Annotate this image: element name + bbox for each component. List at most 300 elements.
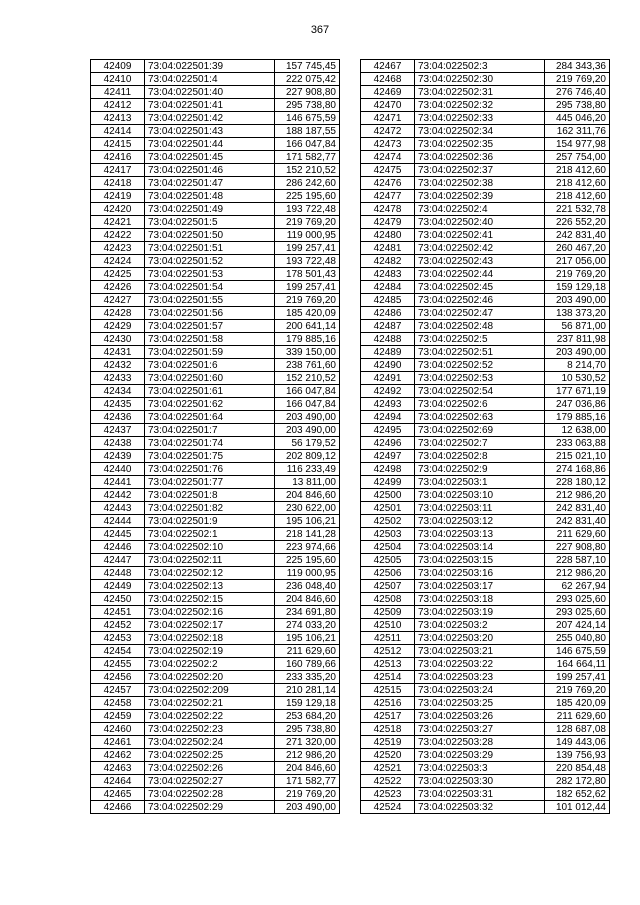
table-row [361,762,610,775]
cadastral-value: 159 129,18 [275,697,340,710]
row-number: 42518 [361,723,415,736]
table-row [91,125,340,138]
row-number: 42417 [91,164,145,177]
row-number: 42461 [91,736,145,749]
cadastral-value: 149 443,06 [545,736,610,749]
table-row [91,60,340,73]
cadastral-value: 286 242,60 [275,177,340,190]
row-number: 42521 [361,762,415,775]
cadastral-number: 73:04:022501:46 [145,164,275,177]
row-number: 42498 [361,463,415,476]
cadastral-number: 73:04:022502:23 [145,723,275,736]
cadastral-number: 73:04:022503:30 [415,775,545,788]
cadastral-value: 218 412,60 [545,164,610,177]
cadastral-number: 73:04:022503:32 [415,801,545,814]
row-number: 42433 [91,372,145,385]
cadastral-value: 253 684,20 [275,710,340,723]
table-row [361,151,610,164]
table-row [361,593,610,606]
cadastral-value: 293 025,60 [545,606,610,619]
cadastral-value: 226 552,20 [545,216,610,229]
cadastral-number: 73:04:022502:35 [415,138,545,151]
cadastral-number: 73:04:022502:16 [145,606,275,619]
table-row [361,164,610,177]
cadastral-number: 73:04:022502:9 [415,463,545,476]
row-number: 42511 [361,632,415,645]
table-row [361,333,610,346]
row-number: 42496 [361,437,415,450]
cadastral-number: 73:04:022503:25 [415,697,545,710]
table-row [91,138,340,151]
cadastral-number: 73:04:022501:74 [145,437,275,450]
cadastral-value: 218 141,28 [275,528,340,541]
cadastral-value: 211 629,60 [545,528,610,541]
cadastral-value: 119 000,95 [275,229,340,242]
cadastral-number: 73:04:022501:77 [145,476,275,489]
cadastral-number: 73:04:022502:20 [145,671,275,684]
table-row [91,372,340,385]
row-number: 42468 [361,73,415,86]
row-number: 42450 [91,593,145,606]
cadastral-value: 195 106,21 [275,515,340,528]
table-row [91,801,340,814]
row-number: 42456 [91,671,145,684]
cadastral-number: 73:04:022501:6 [145,359,275,372]
row-number: 42416 [91,151,145,164]
cadastral-number: 73:04:022501:62 [145,398,275,411]
cadastral-number: 73:04:022501:55 [145,294,275,307]
table-row [91,359,340,372]
cadastral-number: 73:04:022503:14 [415,541,545,554]
table-row [91,463,340,476]
cadastral-number: 73:04:022501:7 [145,424,275,437]
row-number: 42415 [91,138,145,151]
table-row [91,164,340,177]
row-number: 42512 [361,645,415,658]
row-number: 42515 [361,684,415,697]
cadastral-number: 73:04:022501:56 [145,307,275,320]
cadastral-value: 203 490,00 [275,424,340,437]
table-row [361,385,610,398]
table-row [361,320,610,333]
table-row [361,437,610,450]
cadastral-value: 13 811,00 [275,476,340,489]
table-row [91,736,340,749]
table-row [361,216,610,229]
table-row [91,528,340,541]
table-row [91,151,340,164]
cadastral-value: 257 754,00 [545,151,610,164]
row-number: 42430 [91,333,145,346]
table-row [91,580,340,593]
table-row [91,450,340,463]
table-row [91,710,340,723]
cadastral-value: 164 664,11 [545,658,610,671]
row-number: 42491 [361,372,415,385]
cadastral-value: 228 180,12 [545,476,610,489]
cadastral-number: 73:04:022502:34 [415,125,545,138]
cadastral-value: 162 311,76 [545,125,610,138]
cadastral-number: 73:04:022502:25 [145,749,275,762]
table-row [361,411,610,424]
table-row [361,203,610,216]
table-row [91,203,340,216]
cadastral-value: 203 490,00 [545,294,610,307]
cadastral-value: 217 056,00 [545,255,610,268]
table-row [91,619,340,632]
cadastral-number: 73:04:022501:47 [145,177,275,190]
table-row [361,112,610,125]
cadastral-number: 73:04:022501:60 [145,372,275,385]
cadastral-number: 73:04:022502:38 [415,177,545,190]
cadastral-value: 199 257,41 [275,281,340,294]
row-number: 42437 [91,424,145,437]
cadastral-value: 274 168,86 [545,463,610,476]
cadastral-value: 212 986,20 [545,567,610,580]
table-row [91,346,340,359]
row-number: 42410 [91,73,145,86]
row-number: 42464 [91,775,145,788]
row-number: 42411 [91,86,145,99]
table-row [91,99,340,112]
table-row [361,775,610,788]
table-row [91,723,340,736]
table-row [361,671,610,684]
row-number: 42509 [361,606,415,619]
cadastral-value: 203 490,00 [275,801,340,814]
row-number: 42432 [91,359,145,372]
cadastral-number: 73:04:022502:24 [145,736,275,749]
cadastral-number: 73:04:022501:58 [145,333,275,346]
row-number: 42409 [91,60,145,73]
row-number: 42427 [91,294,145,307]
row-number: 42480 [361,229,415,242]
cadastral-number: 73:04:022501:49 [145,203,275,216]
cadastral-value: 152 210,52 [275,372,340,385]
row-number: 42442 [91,489,145,502]
cadastral-number: 73:04:022502:28 [145,788,275,801]
cadastral-value: 274 033,20 [275,619,340,632]
cadastral-number: 73:04:022503:3 [415,762,545,775]
cadastral-number: 73:04:022502:40 [415,216,545,229]
cadastral-value: 293 025,60 [545,593,610,606]
table-row [361,372,610,385]
table-row [91,86,340,99]
cadastral-number: 73:04:022502:63 [415,411,545,424]
cadastral-number: 73:04:022502:10 [145,541,275,554]
row-number: 42453 [91,632,145,645]
row-number: 42428 [91,307,145,320]
row-number: 42485 [361,294,415,307]
row-number: 42436 [91,411,145,424]
row-number: 42471 [361,112,415,125]
row-number: 42435 [91,398,145,411]
row-number: 42492 [361,385,415,398]
row-number: 42447 [91,554,145,567]
cadastral-value: 218 412,60 [545,190,610,203]
cadastral-number: 73:04:022503:1 [415,476,545,489]
table-row [91,73,340,86]
table-row [91,398,340,411]
row-number: 42478 [361,203,415,216]
cadastral-value: 159 129,18 [545,281,610,294]
table-row [361,450,610,463]
table-row [361,632,610,645]
cadastral-value: 284 343,36 [545,60,610,73]
row-number: 42449 [91,580,145,593]
cadastral-number: 73:04:022502:4 [415,203,545,216]
cadastral-number: 73:04:022502:44 [415,268,545,281]
cadastral-number: 73:04:022502:69 [415,424,545,437]
cadastral-number: 73:04:022502:52 [415,359,545,372]
row-number: 42490 [361,359,415,372]
cadastral-value: 138 373,20 [545,307,610,320]
cadastral-value: 219 769,20 [545,684,610,697]
cadastral-number: 73:04:022501:4 [145,73,275,86]
cadastral-number: 73:04:022502:29 [145,801,275,814]
cadastral-number: 73:04:022501:50 [145,229,275,242]
cadastral-number: 73:04:022501:45 [145,151,275,164]
table-row [91,502,340,515]
cadastral-number: 73:04:022502:45 [415,281,545,294]
table-row [91,658,340,671]
cadastral-number: 73:04:022501:76 [145,463,275,476]
cadastral-value: 56 871,00 [545,320,610,333]
table-row [361,541,610,554]
table-row [91,190,340,203]
row-number: 42482 [361,255,415,268]
cadastral-value: 116 233,49 [275,463,340,476]
cadastral-value: 219 769,20 [545,268,610,281]
row-number: 42508 [361,593,415,606]
row-number: 42479 [361,216,415,229]
table-row [91,489,340,502]
cadastral-number: 73:04:022502:47 [415,307,545,320]
cadastral-number: 73:04:022501:41 [145,99,275,112]
table-row [361,125,610,138]
row-number: 42505 [361,554,415,567]
row-number: 42514 [361,671,415,684]
cadastral-number: 73:04:022502:31 [415,86,545,99]
table-row [361,567,610,580]
cadastral-number: 73:04:022502:33 [415,112,545,125]
cadastral-number: 73:04:022502:27 [145,775,275,788]
row-number: 42497 [361,450,415,463]
table-row [91,294,340,307]
cadastral-number: 73:04:022503:17 [415,580,545,593]
row-number: 42506 [361,567,415,580]
table-row [361,502,610,515]
table-body-left [91,60,340,814]
row-number: 42446 [91,541,145,554]
cadastral-value: 207 424,14 [545,619,610,632]
cadastral-value: 195 106,21 [275,632,340,645]
table-row [361,736,610,749]
row-number: 42413 [91,112,145,125]
cadastral-number: 73:04:022502:36 [415,151,545,164]
cadastral-number: 73:04:022503:16 [415,567,545,580]
row-number: 42425 [91,268,145,281]
row-number: 42469 [361,86,415,99]
table-row [361,99,610,112]
table-row [361,242,610,255]
row-number: 42501 [361,502,415,515]
table-row [91,632,340,645]
cadastral-value: 101 012,44 [545,801,610,814]
row-number: 42448 [91,567,145,580]
row-number: 42467 [361,60,415,73]
cadastral-number: 73:04:022503:23 [415,671,545,684]
row-number: 42458 [91,697,145,710]
table-row [361,463,610,476]
row-number: 42460 [91,723,145,736]
cadastral-number: 73:04:022501:44 [145,138,275,151]
table-row [91,476,340,489]
table-row [361,190,610,203]
cadastral-number: 73:04:022502:2 [145,658,275,671]
row-number: 42463 [91,762,145,775]
cadastral-number: 73:04:022502:43 [415,255,545,268]
table-row [91,242,340,255]
table-row [91,515,340,528]
table-row [91,645,340,658]
cadastral-value: 56 179,52 [275,437,340,450]
cadastral-number: 73:04:022501:8 [145,489,275,502]
row-number: 42504 [361,541,415,554]
table-row [361,73,610,86]
cadastral-table-right [360,59,610,814]
cadastral-value: 276 746,40 [545,86,610,99]
table-row [361,515,610,528]
row-number: 42454 [91,645,145,658]
cadastral-value: 225 195,60 [275,190,340,203]
cadastral-value: 222 075,42 [275,73,340,86]
cadastral-number: 73:04:022502:21 [145,697,275,710]
row-number: 42474 [361,151,415,164]
row-number: 42465 [91,788,145,801]
table-row [361,606,610,619]
table-row [91,424,340,437]
cadastral-number: 73:04:022501:52 [145,255,275,268]
cadastral-number: 73:04:022502:37 [415,164,545,177]
cadastral-value: 445 046,20 [545,112,610,125]
cadastral-value: 8 214,70 [545,359,610,372]
row-number: 42510 [361,619,415,632]
cadastral-number: 73:04:022503:29 [415,749,545,762]
row-number: 42483 [361,268,415,281]
cadastral-number: 73:04:022502:8 [415,450,545,463]
cadastral-value: 223 974,66 [275,541,340,554]
table-row [361,749,610,762]
cadastral-number: 73:04:022502:6 [415,398,545,411]
row-number: 42470 [361,99,415,112]
table-row [91,684,340,697]
row-number: 42487 [361,320,415,333]
table-row [91,541,340,554]
row-number: 42429 [91,320,145,333]
cadastral-value: 295 738,80 [275,99,340,112]
cadastral-value: 177 671,19 [545,385,610,398]
cadastral-value: 188 187,55 [275,125,340,138]
row-number: 42421 [91,216,145,229]
cadastral-number: 73:04:022502:17 [145,619,275,632]
table-row [91,671,340,684]
table-row [361,645,610,658]
table-row [91,385,340,398]
row-number: 42431 [91,346,145,359]
cadastral-number: 73:04:022503:21 [415,645,545,658]
cadastral-value: 199 257,41 [545,671,610,684]
table-row [91,788,340,801]
cadastral-number: 73:04:022503:12 [415,515,545,528]
cadastral-value: 212 986,20 [275,749,340,762]
row-number: 42473 [361,138,415,151]
cadastral-value: 219 769,20 [275,788,340,801]
cadastral-value: 271 320,00 [275,736,340,749]
cadastral-number: 73:04:022501:40 [145,86,275,99]
cadastral-number: 73:04:022501:57 [145,320,275,333]
table-row [361,697,610,710]
cadastral-number: 73:04:022503:24 [415,684,545,697]
cadastral-value: 255 040,80 [545,632,610,645]
row-number: 42494 [361,411,415,424]
cadastral-value: 234 691,80 [275,606,340,619]
cadastral-value: 193 722,48 [275,255,340,268]
cadastral-value: 128 687,08 [545,723,610,736]
cadastral-value: 238 761,60 [275,359,340,372]
row-number: 42477 [361,190,415,203]
cadastral-number: 73:04:022501:5 [145,216,275,229]
cadastral-value: 211 629,60 [545,710,610,723]
table-body-right [361,60,610,814]
cadastral-value: 204 846,60 [275,593,340,606]
row-number: 42520 [361,749,415,762]
table-row [361,658,610,671]
cadastral-number: 73:04:022501:43 [145,125,275,138]
row-number: 42489 [361,346,415,359]
cadastral-number: 73:04:022502:46 [415,294,545,307]
cadastral-value: 227 908,80 [275,86,340,99]
cadastral-value: 282 172,80 [545,775,610,788]
table-row [91,177,340,190]
row-number: 42445 [91,528,145,541]
cadastral-number: 73:04:022501:59 [145,346,275,359]
cadastral-value: 237 811,98 [545,333,610,346]
table-row [361,346,610,359]
cadastral-value: 10 530,52 [545,372,610,385]
row-number: 42499 [361,476,415,489]
cadastral-number: 73:04:022503:27 [415,723,545,736]
cadastral-number: 73:04:022502:39 [415,190,545,203]
row-number: 42493 [361,398,415,411]
row-number: 42422 [91,229,145,242]
cadastral-value: 166 047,84 [275,138,340,151]
cadastral-value: 228 587,10 [545,554,610,567]
cadastral-table-left [90,59,340,814]
cadastral-value: 160 789,66 [275,658,340,671]
row-number: 42481 [361,242,415,255]
cadastral-number: 73:04:022503:11 [415,502,545,515]
row-number: 42484 [361,281,415,294]
cadastral-value: 236 048,40 [275,580,340,593]
cadastral-number: 73:04:022502:42 [415,242,545,255]
cadastral-number: 73:04:022501:9 [145,515,275,528]
cadastral-number: 73:04:022501:48 [145,190,275,203]
cadastral-number: 73:04:022502:41 [415,229,545,242]
cadastral-value: 215 021,10 [545,450,610,463]
table-row [91,112,340,125]
cadastral-value: 119 000,95 [275,567,340,580]
